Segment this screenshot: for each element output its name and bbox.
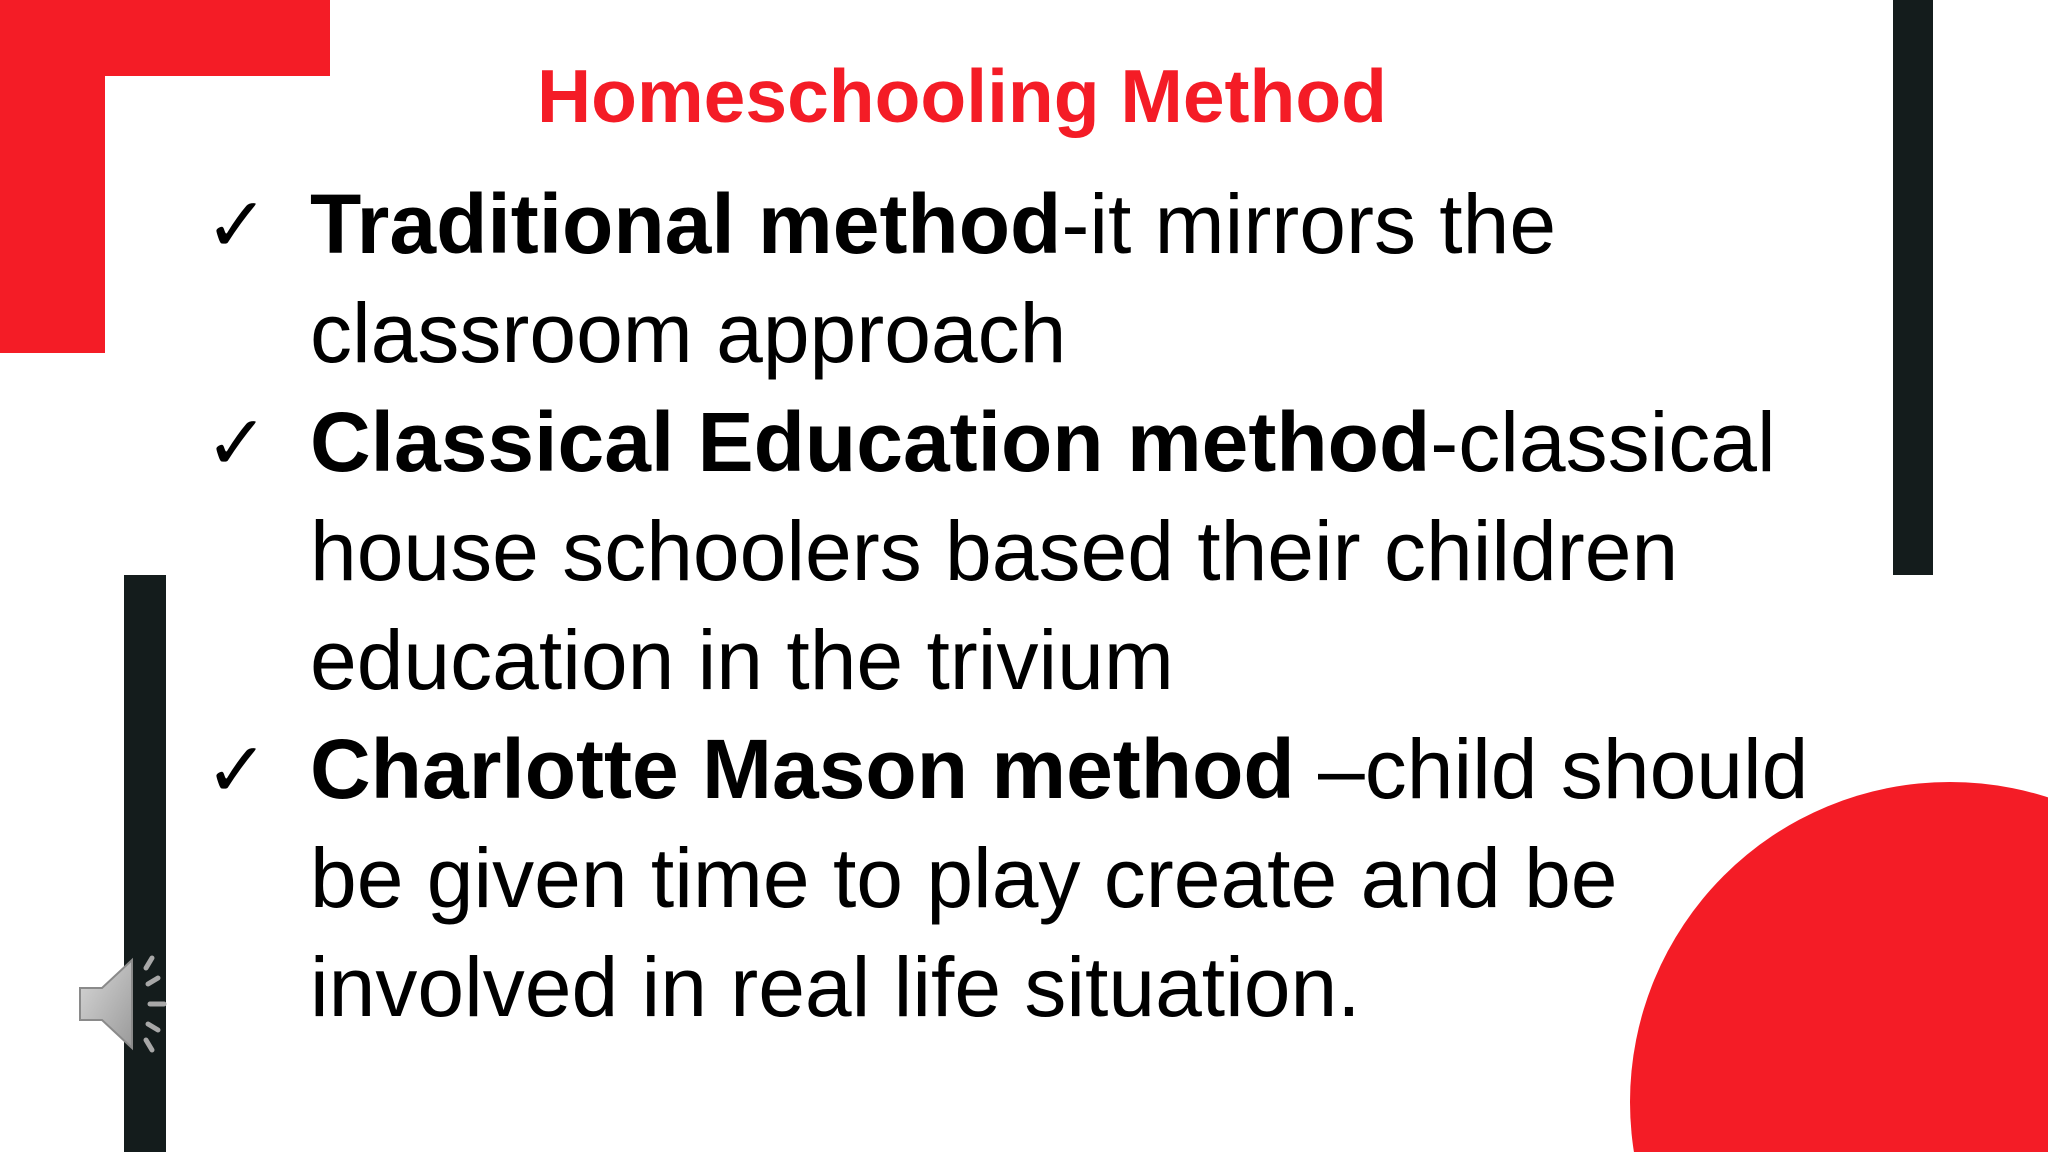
bullet-description: -classical house schoolers based their children education in the trivium (310, 395, 1776, 707)
bullet-item-charlotte-mason (205, 715, 1905, 1042)
bullet-term: Traditional method (310, 177, 1062, 271)
slide-title: Homeschooling Method (537, 54, 1387, 138)
speaker-icon[interactable] (76, 954, 186, 1054)
bullet-description: –child should be given time to play create and be involved in real life situation. (310, 722, 1809, 1034)
bullet-description: -it mirrors the classroom approach (310, 177, 1557, 380)
bullet-term: Classical Education method (310, 395, 1431, 489)
bullet-term: Charlotte Mason method (310, 722, 1295, 816)
speaker-icon-graphic (76, 954, 186, 1054)
bullet-list (205, 170, 1905, 1042)
bullet-item-traditional (205, 170, 1905, 388)
dark-bar-left (124, 575, 166, 1152)
bullet-item-classical (205, 388, 1905, 715)
checkmark-icon: ✓ (205, 398, 269, 487)
checkmark-icon: ✓ (205, 725, 269, 814)
checkmark-icon: ✓ (205, 180, 269, 269)
